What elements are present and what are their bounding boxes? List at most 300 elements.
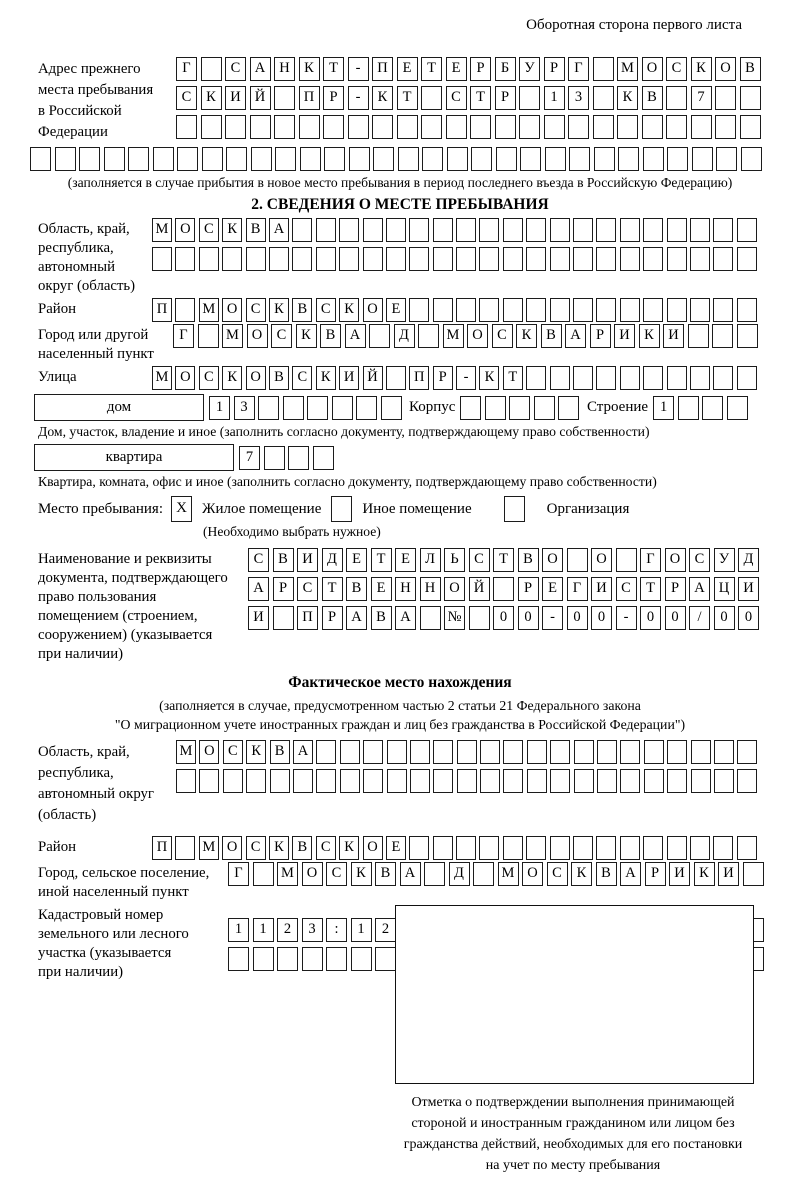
actual-region-field (30, 740, 770, 826)
char-cell (326, 947, 347, 971)
char-cell (473, 862, 494, 886)
char-cell (316, 247, 336, 271)
char-cell: И (614, 324, 635, 348)
char-cell: Р (518, 577, 539, 601)
char-cell: Н (395, 577, 416, 601)
char-cell: А (346, 606, 367, 630)
char-cell (292, 218, 312, 242)
char-cell (104, 147, 125, 171)
char-cell: В (270, 740, 290, 764)
char-cell (620, 247, 640, 271)
char-cell (643, 247, 663, 271)
char-cell: 0 (738, 606, 759, 630)
char-cell (199, 247, 219, 271)
char-cell: С (547, 862, 568, 886)
char-cell (323, 115, 344, 139)
char-cell: Е (397, 57, 418, 81)
char-cell (702, 396, 723, 420)
char-cell (460, 396, 481, 420)
actual-region-row-2 (176, 769, 761, 793)
char-cell: 1 (209, 396, 230, 420)
char-cell (456, 247, 476, 271)
char-cell: Й (363, 366, 383, 390)
char-cell (485, 396, 506, 420)
char-cell: Л (420, 548, 441, 572)
char-cell: М (152, 366, 172, 390)
char-cell (228, 947, 249, 971)
char-cell: 2 (375, 918, 396, 942)
char-cell (422, 147, 443, 171)
char-cell: Р (544, 57, 565, 81)
char-cell (30, 147, 51, 171)
char-cell: О (175, 366, 195, 390)
char-cell: В (246, 218, 266, 242)
char-cell: Т (470, 86, 491, 110)
char-cell (479, 298, 499, 322)
char-cell (593, 115, 614, 139)
char-cell (690, 247, 710, 271)
char-cell (316, 218, 336, 242)
char-cell: Е (371, 577, 392, 601)
char-cell: Т (493, 548, 514, 572)
char-cell (175, 298, 195, 322)
char-cell (363, 247, 383, 271)
char-cell (351, 947, 372, 971)
char-cell (741, 147, 762, 171)
char-cell: В (320, 324, 341, 348)
char-cell: В (375, 862, 396, 886)
char-cell: 0 (640, 606, 661, 630)
char-cell (469, 606, 490, 630)
char-cell: - (456, 366, 476, 390)
char-cell (387, 740, 407, 764)
prev-address-row-1 (176, 57, 764, 81)
char-cell (544, 115, 565, 139)
char-cell (275, 147, 296, 171)
char-cell (176, 769, 196, 793)
char-cell: О (467, 324, 488, 348)
actual-region-rows (176, 740, 761, 793)
char-cell: С (316, 298, 336, 322)
char-cell (526, 247, 546, 271)
char-cell (433, 298, 453, 322)
char-cell: А (620, 862, 641, 886)
street-row (152, 366, 760, 390)
char-cell (727, 396, 748, 420)
char-cell: Е (386, 298, 406, 322)
char-cell (567, 548, 588, 572)
char-cell (277, 947, 298, 971)
char-cell (471, 147, 492, 171)
char-cell: С (297, 577, 318, 601)
char-cell (387, 769, 407, 793)
char-cell (356, 396, 377, 420)
char-cell: М (443, 324, 464, 348)
prev-address-rows (176, 57, 764, 139)
char-cell (716, 147, 737, 171)
char-cell (596, 836, 616, 860)
char-cell: И (738, 577, 759, 601)
region-row-1 (152, 218, 760, 242)
char-cell (251, 147, 272, 171)
district-row (152, 298, 760, 322)
actual-city-field (30, 862, 770, 902)
char-cell: В (269, 366, 289, 390)
cadastral-label: Кадастровый номер земельного или лесного участка (указывается при наличии) (38, 907, 189, 980)
char-cell: П (152, 298, 172, 322)
char-cell (339, 218, 359, 242)
char-cell: С (446, 86, 467, 110)
char-cell (175, 247, 195, 271)
char-cell (550, 740, 570, 764)
char-cell: 7 (691, 86, 712, 110)
char-cell: 0 (518, 606, 539, 630)
stroenie-row (653, 396, 751, 420)
char-cell: Н (420, 577, 441, 601)
char-cell: А (293, 740, 313, 764)
char-cell (410, 740, 430, 764)
char-cell (737, 740, 757, 764)
char-cell (433, 218, 453, 242)
char-cell: В (518, 548, 539, 572)
char-cell (246, 247, 266, 271)
actual-region-label: Область, край, республика, автономный округ (область) (38, 744, 154, 823)
char-cell: 1 (351, 918, 372, 942)
char-cell: М (199, 836, 219, 860)
prev-address-note: (заполняется в случае прибытия в новое место пребывания в период последнего въезда в Российскую Федерацию) (67, 175, 733, 190)
char-cell (332, 396, 353, 420)
char-cell: А (248, 577, 269, 601)
char-cell: Т (421, 57, 442, 81)
char-cell (550, 769, 570, 793)
region-label: Область, край, республика, автономный округ (область) (38, 221, 136, 294)
char-cell: 1 (228, 918, 249, 942)
char-cell (714, 769, 734, 793)
char-cell (198, 324, 219, 348)
char-cell: С (689, 548, 710, 572)
char-cell: А (395, 606, 416, 630)
char-cell: М (277, 862, 298, 886)
organization-checkbox (504, 496, 525, 522)
char-cell (270, 769, 290, 793)
char-cell: О (522, 862, 543, 886)
char-cell: Р (470, 57, 491, 81)
char-cell (202, 147, 223, 171)
char-cell (568, 115, 589, 139)
char-cell (503, 247, 523, 271)
char-cell: Р (645, 862, 666, 886)
char-cell (283, 396, 304, 420)
char-cell: С (292, 366, 312, 390)
char-cell (643, 218, 663, 242)
char-cell: К (316, 366, 336, 390)
char-cell (642, 115, 663, 139)
char-cell: К (222, 366, 242, 390)
char-cell: О (199, 740, 219, 764)
char-cell (569, 147, 590, 171)
char-cell (526, 836, 546, 860)
char-cell: О (246, 366, 266, 390)
char-cell (740, 115, 761, 139)
char-cell (369, 324, 390, 348)
char-cell (545, 147, 566, 171)
char-cell (550, 366, 570, 390)
char-cell (177, 147, 198, 171)
char-cell (713, 218, 733, 242)
char-cell (470, 115, 491, 139)
char-cell: Р (495, 86, 516, 110)
char-cell: Р (273, 577, 294, 601)
actual-location-title: Фактическое место нахождения (288, 674, 512, 691)
char-cell: О (363, 836, 383, 860)
char-cell: И (663, 324, 684, 348)
char-cell (420, 606, 441, 630)
char-cell (398, 147, 419, 171)
char-cell (397, 115, 418, 139)
char-cell (550, 247, 570, 271)
char-cell: В (371, 606, 392, 630)
char-cell (503, 769, 523, 793)
char-cell: О (247, 324, 268, 348)
char-cell (479, 218, 499, 242)
char-cell: Р (665, 577, 686, 601)
region-field (30, 218, 770, 296)
organization-option-label: Организация (546, 500, 630, 517)
char-cell (421, 115, 442, 139)
char-cell (596, 298, 616, 322)
char-cell: П (299, 86, 320, 110)
char-cell: И (591, 577, 612, 601)
char-cell (409, 247, 429, 271)
char-cell: К (691, 57, 712, 81)
char-cell: И (225, 86, 246, 110)
char-cell: - (348, 57, 369, 81)
char-cell (737, 247, 757, 271)
char-cell (713, 298, 733, 322)
char-cell: Й (250, 86, 271, 110)
char-cell (715, 86, 736, 110)
char-cell (688, 324, 709, 348)
char-cell (667, 298, 687, 322)
char-cell: К (339, 298, 359, 322)
char-cell: С (199, 218, 219, 242)
char-cell: С (316, 836, 336, 860)
char-cell (176, 115, 197, 139)
apartment-type-box: квартира (34, 444, 234, 471)
char-cell (433, 740, 453, 764)
char-cell (667, 366, 687, 390)
char-cell (316, 769, 336, 793)
char-cell (264, 446, 285, 470)
char-cell: У (519, 57, 540, 81)
char-cell: С (666, 57, 687, 81)
char-cell (201, 57, 222, 81)
char-cell: А (689, 577, 710, 601)
char-cell (409, 836, 429, 860)
stamp-caption: Отметка о подтверждении выполнения принимающей стороной и иностранным гражданином или лицом без гражданства действий, необходимых для его постановки на учет по месту пребывания (403, 1095, 743, 1173)
char-cell (666, 115, 687, 139)
char-cell: А (269, 218, 289, 242)
korpus-label: Корпус (409, 399, 456, 415)
actual-location-note: (заполняется в случае, предусмотренном частью 2 статьи 21 Федерального закона "О миграционном учете иностранных граждан и лиц без гражданства в Российской Федерации") (114, 698, 686, 732)
char-cell (594, 147, 615, 171)
char-cell (713, 247, 733, 271)
char-cell: Б (495, 57, 516, 81)
char-cell: 1 (653, 396, 674, 420)
char-cell (480, 740, 500, 764)
char-cell (226, 147, 247, 171)
char-cell (433, 836, 453, 860)
actual-city-label: Город, сельское поселение, иной населенный пункт (38, 865, 210, 900)
char-cell (386, 247, 406, 271)
char-cell (574, 740, 594, 764)
char-cell: И (297, 548, 318, 572)
residential-option-label: Жилое помещение (202, 500, 322, 517)
char-cell: К (694, 862, 715, 886)
char-cell: О (444, 577, 465, 601)
char-cell: В (642, 86, 663, 110)
char-cell (713, 836, 733, 860)
char-cell (253, 947, 274, 971)
char-cell (526, 298, 546, 322)
char-cell (596, 366, 616, 390)
char-cell (372, 115, 393, 139)
char-cell: 0 (591, 606, 612, 630)
char-cell (457, 740, 477, 764)
char-cell: 7 (239, 446, 260, 470)
char-cell: 0 (493, 606, 514, 630)
char-cell: К (201, 86, 222, 110)
char-cell: В (541, 324, 562, 348)
char-cell (199, 769, 219, 793)
char-cell (573, 218, 593, 242)
char-cell (299, 115, 320, 139)
char-cell: : (326, 918, 347, 942)
document-label: Наименование и реквизиты документа, подтверждающего право пользования помещением (строением, сооружением) (указывается при наличии) (38, 551, 228, 662)
char-cell: У (714, 548, 735, 572)
char-cell (456, 218, 476, 242)
char-cell (714, 740, 734, 764)
char-cell (534, 396, 555, 420)
char-cell (666, 86, 687, 110)
char-cell: Т (640, 577, 661, 601)
char-cell: Д (449, 862, 470, 886)
char-cell: - (616, 606, 637, 630)
char-cell (526, 218, 546, 242)
char-cell: К (299, 57, 320, 81)
char-cell (201, 115, 222, 139)
other-premises-option-label: Иное помещение (362, 500, 472, 517)
char-cell: О (665, 548, 686, 572)
char-cell: 3 (302, 918, 323, 942)
char-cell: Г (568, 57, 589, 81)
actual-city-row (228, 862, 767, 886)
char-cell (527, 740, 547, 764)
char-cell (617, 115, 638, 139)
char-cell (643, 366, 663, 390)
street-label: Улица (38, 369, 77, 385)
char-cell: К (479, 366, 499, 390)
char-cell (339, 247, 359, 271)
street-field (30, 366, 770, 390)
document-field (30, 548, 770, 664)
char-cell: В (740, 57, 761, 81)
house-row (30, 394, 770, 421)
char-cell (479, 247, 499, 271)
char-cell: В (346, 577, 367, 601)
house-number-row (209, 396, 405, 420)
char-cell: Д (394, 324, 415, 348)
char-cell (349, 147, 370, 171)
char-cell (596, 247, 616, 271)
korpus-row (460, 396, 583, 420)
char-cell: М (498, 862, 519, 886)
char-cell (620, 769, 640, 793)
char-cell: К (372, 86, 393, 110)
char-cell: Т (503, 366, 523, 390)
char-cell: К (246, 740, 266, 764)
actual-district-row (152, 836, 760, 860)
char-cell: 3 (234, 396, 255, 420)
char-cell (558, 396, 579, 420)
choose-note: (Необходимо выбрать нужное) (203, 524, 381, 539)
document-row-1 (248, 548, 763, 572)
char-cell (222, 247, 242, 271)
char-cell: С (223, 740, 243, 764)
char-cell (618, 147, 639, 171)
char-cell (643, 147, 664, 171)
char-cell: П (297, 606, 318, 630)
char-cell (520, 147, 541, 171)
char-cell (225, 115, 246, 139)
char-cell: В (596, 862, 617, 886)
char-cell (526, 366, 546, 390)
char-cell: К (269, 298, 289, 322)
char-cell (593, 57, 614, 81)
char-cell (692, 147, 713, 171)
char-cell: М (199, 298, 219, 322)
char-cell: Р (590, 324, 611, 348)
actual-district-field (30, 836, 770, 860)
prev-address-row-3 (176, 115, 764, 139)
char-cell: А (250, 57, 271, 81)
char-cell (712, 324, 733, 348)
char-cell (620, 218, 640, 242)
stroenie-label: Строение (586, 399, 649, 415)
char-cell (550, 218, 570, 242)
char-cell: С (176, 86, 197, 110)
char-cell: П (152, 836, 172, 860)
char-cell: С (246, 298, 266, 322)
char-cell (597, 769, 617, 793)
apartment-row (30, 444, 770, 471)
char-cell: - (348, 86, 369, 110)
char-cell (737, 218, 757, 242)
char-cell: Г (176, 57, 197, 81)
page-side-note: Оборотная сторона первого листа (526, 17, 742, 33)
document-row-2 (248, 577, 763, 601)
char-cell: В (292, 298, 312, 322)
char-cell (597, 740, 617, 764)
char-cell: Д (322, 548, 343, 572)
char-cell (363, 769, 383, 793)
house-caption: Дом, участок, владение и иное (заполнить согласно документу, подтверждающему право собственности) (38, 424, 650, 439)
char-cell: С (271, 324, 292, 348)
char-cell (447, 147, 468, 171)
char-cell (737, 298, 757, 322)
char-cell (274, 115, 295, 139)
char-cell: С (246, 836, 266, 860)
